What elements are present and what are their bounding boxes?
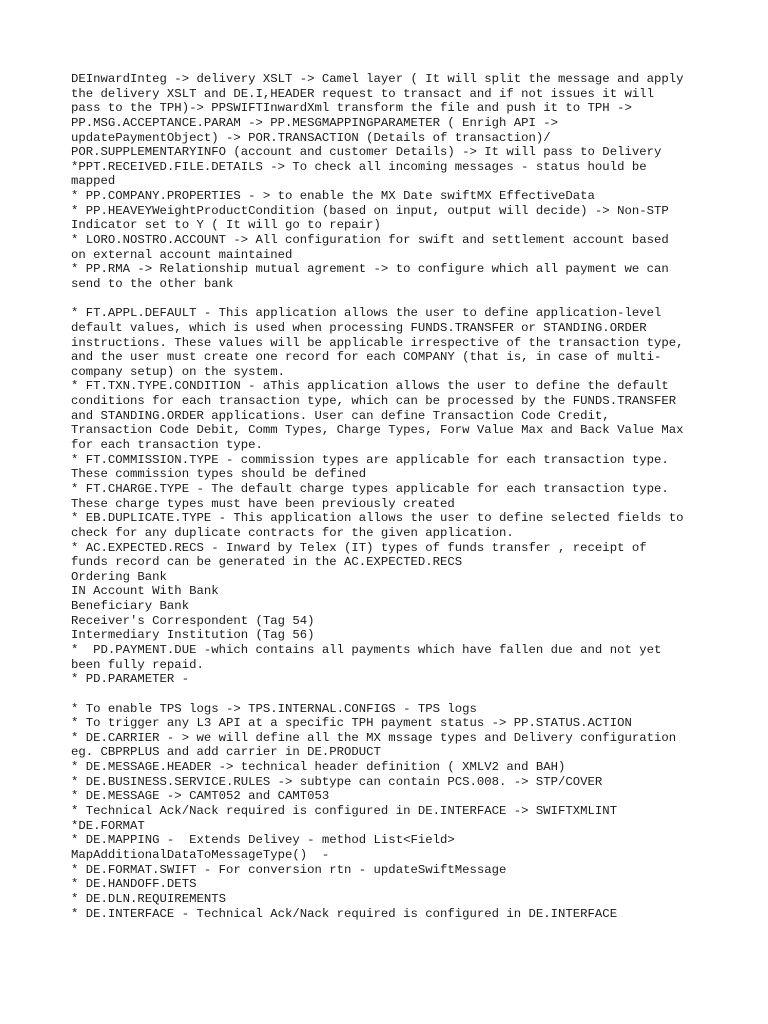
text-line: * DE.MESSAGE.HEADER -> technical header definition ( XMLV2 and BAH) — [71, 760, 566, 775]
text-line: * PP.HEAVEYWeightProductCondition (based on input, output will decide) -> Non-STP — [71, 203, 669, 218]
document-page — [71, 72, 711, 921]
text-line: * FT.TXN.TYPE.CONDITION - aThis application allows the user to define the default — [71, 379, 669, 394]
text-line: These commission types should be defined — [71, 467, 367, 482]
text-line: * DE.HANDOFF.DETS — [71, 877, 197, 892]
text-line: * DE.MAPPING - Extends Delivey - method List<Field> — [71, 833, 455, 848]
text-line: PP.MSG.ACCEPTANCE.PARAM -> PP.MESGMAPPINGPARAMETER ( Enrigh API -> — [71, 115, 559, 130]
text-line: Transaction Code Debit, Comm Types, Charge Types, Forw Value Max and Back Value Max — [71, 423, 684, 438]
text-line: These charge types must have been previously created — [71, 496, 455, 511]
text-line: * PP.RMA -> Relationship mutual agrement -> to configure which all payment we can — [71, 262, 669, 277]
text-line: * To trigger any L3 API at a specific TPH payment status -> PP.STATUS.ACTION — [71, 716, 632, 731]
text-line: on external account maintained — [71, 247, 293, 262]
text-line: *DE.FORMAT — [71, 818, 145, 833]
text-line: updatePaymentObject) -> POR.TRANSACTION (Details of transaction)/ — [71, 130, 551, 145]
text-line: company setup) on the system. — [71, 364, 286, 379]
note-paragraph — [71, 72, 711, 292]
text-line: POR.SUPPLEMENTARYINFO (account and customer Details) -> It will pass to Delivery — [71, 145, 662, 160]
text-line: check for any duplicate contracts for the given application. — [71, 525, 514, 540]
text-line: *PPT.RECEIVED.FILE.DETAILS -> To check all incoming messages - status hould be — [71, 159, 647, 174]
text-line: IN Account With Bank — [71, 584, 219, 599]
note-paragraph — [71, 702, 711, 922]
text-line: MapAdditionalDataToMessageType() - — [71, 847, 330, 862]
paragraph-gap — [71, 687, 711, 702]
text-line: DEInwardInteg -> delivery XSLT -> Camel layer ( It will split the message and apply — [71, 72, 684, 86]
text-line: eg. CBPRPLUS and add carrier in DE.PRODUCT — [71, 745, 381, 760]
text-line: * DE.FORMAT.SWIFT - For conversion rtn - updateSwiftMessage — [71, 862, 507, 877]
text-line: * DE.INTERFACE - Technical Ack/Nack required is configured in DE.INTERFACE — [71, 906, 618, 921]
text-line: instructions. These values will be applicable irrespective of the transaction type, — [71, 335, 684, 350]
text-line: and the user must create one record for each COMPANY (that is, in case of multi- — [71, 350, 662, 365]
note-paragraph — [71, 306, 711, 687]
text-line: * PD.PARAMETER - — [71, 672, 190, 687]
text-line: * FT.CHARGE.TYPE - The default charge types applicable for each transaction type. — [71, 481, 669, 496]
text-line: * DE.BUSINESS.SERVICE.RULES -> subtype can contain PCS.008. -> STP/COVER — [71, 774, 603, 789]
text-line: funds record can be generated in the AC.EXPECTED.RECS — [71, 555, 463, 570]
text-line: * LORO.NOSTRO.ACCOUNT -> All configuration for swift and settlement account based — [71, 233, 669, 248]
text-line: * FT.APPL.DEFAULT - This application allows the user to define application-level — [71, 306, 662, 321]
text-line: * Technical Ack/Nack required is configured in DE.INTERFACE -> SWIFTXMLINT — [71, 804, 618, 819]
text-line: * EB.DUPLICATE.TYPE - This application allows the user to define selected fields to — [71, 511, 684, 526]
paragraph-gap — [71, 292, 711, 307]
document-body — [71, 72, 711, 921]
text-line: conditions for each transaction type, which can be processed by the FUNDS.TRANSFER — [71, 394, 677, 409]
text-line: pass to the TPH)-> PPSWIFTInwardXml transform the file and push it to TPH -> — [71, 101, 632, 116]
text-line: * DE.MESSAGE -> CAMT052 and CAMT053 — [71, 789, 330, 804]
text-line: Receiver's Correspondent (Tag 54) — [71, 613, 315, 628]
text-line: Beneficiary Bank — [71, 599, 190, 614]
text-line: * To enable TPS logs -> TPS.INTERNAL.CONFIGS - TPS logs — [71, 701, 477, 716]
text-line: send to the other bank — [71, 276, 234, 291]
text-line: the delivery XSLT and DE.I,HEADER request to transact and if not issues it will — [71, 86, 654, 101]
text-line: * AC.EXPECTED.RECS - Inward by Telex (IT) types of funds transfer , receipt of — [71, 540, 647, 555]
text-line: Intermediary Institution (Tag 56) — [71, 628, 315, 643]
text-line: * PD.PAYMENT.DUE -which contains all payments which have fallen due and not yet — [71, 642, 662, 657]
text-line: * PP.COMPANY.PROPERTIES - > to enable the MX Date swiftMX EffectiveData — [71, 189, 595, 204]
text-line: * DE.CARRIER - > we will define all the MX mssage types and Delivery configuration — [71, 730, 677, 745]
text-line: Indicator set to Y ( It will go to repair) — [71, 218, 381, 233]
text-line: * FT.COMMISSION.TYPE - commission types are applicable for each transaction type. — [71, 452, 669, 467]
text-line: been fully repaid. — [71, 657, 204, 672]
text-line: for each transaction type. — [71, 438, 263, 453]
text-line: default values, which is used when processing FUNDS.TRANSFER or STANDING.ORDER — [71, 320, 647, 335]
text-line: mapped — [71, 174, 116, 189]
text-line: and STANDING.ORDER applications. User can define Transaction Code Credit, — [71, 408, 610, 423]
text-line: Ordering Bank — [71, 569, 167, 584]
text-line: * DE.DLN.REQUIREMENTS — [71, 891, 226, 906]
